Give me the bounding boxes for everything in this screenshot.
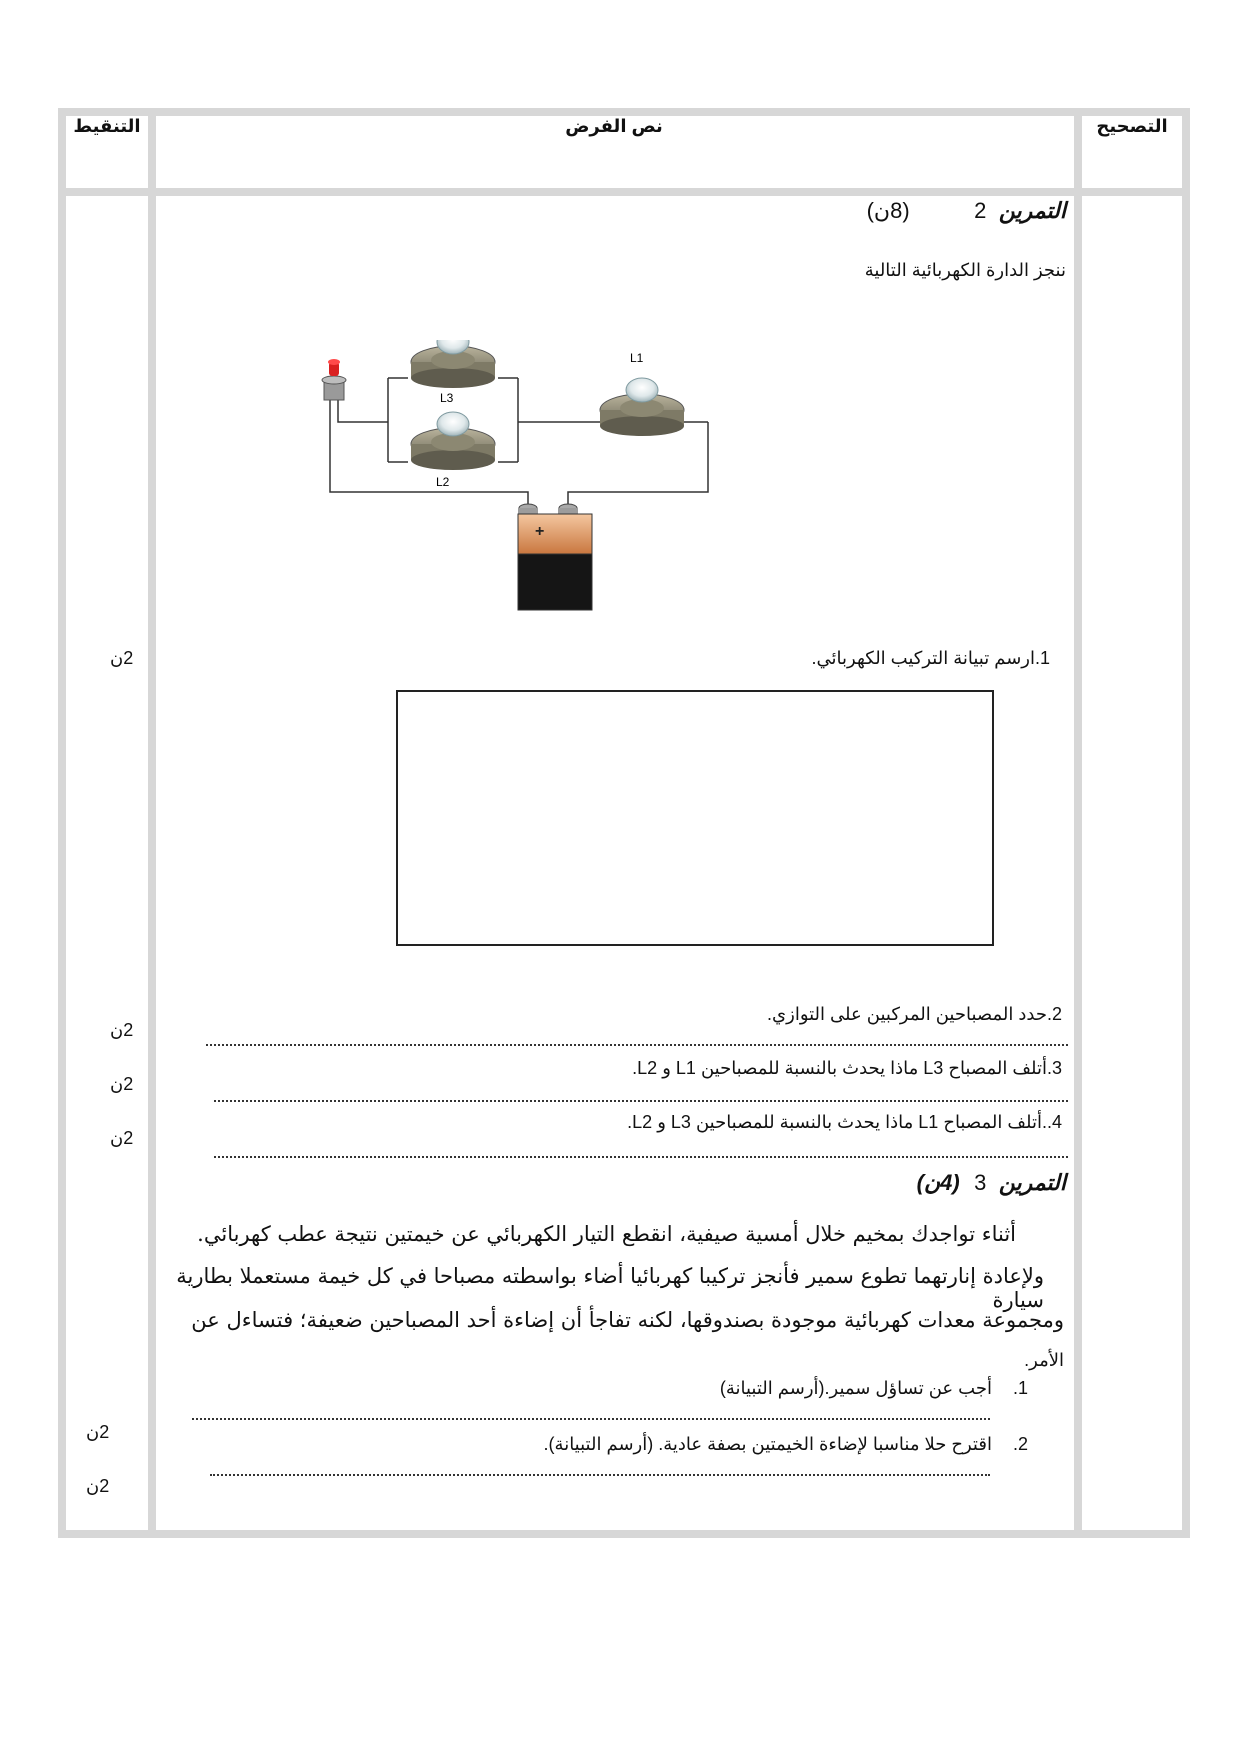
answer-line-q4[interactable]	[214, 1156, 1068, 1158]
lamp-l3	[411, 340, 495, 388]
exercise-3-question-2-number: 2.	[1012, 1434, 1028, 1454]
exercise-2-title: التمرين	[998, 198, 1066, 223]
exercise-3-question-1-text: أجب عن تساؤل سمير.(أرسم التبيانة)	[719, 1378, 992, 1398]
exercise-2-question-1: 1.ارسم تبيانة التركيب الكهربائي.	[811, 648, 1050, 668]
exercise-2-points: (8ن)	[866, 198, 910, 223]
label-l1: L1	[630, 351, 644, 365]
exercise-3-paragraph-line-1: أثناء تواجدك بمخيم خلال أمسية صيفية، انقطع التيار الكهربائي عن خيمتين نتيجة عطب كهربائي.	[197, 1222, 1016, 1246]
exercise-2-question-2: 2.حدد المصباحين المركبين على التوازي.	[767, 1004, 1062, 1024]
exercise-2-heading	[766, 198, 1066, 224]
score-mark: 2ن	[110, 1128, 134, 1148]
exercise-3-paragraph-line-2: ولإعادة إنارتهما تطوع سمير فأنجز تركيبا كهربائيا أضاء بواسطته مصباحا في كل خيمة مستعملا بطارية سيارة	[176, 1264, 1044, 1312]
exercise-2-number: 2	[974, 198, 987, 223]
exercise-3-question-1-number: 1.	[1012, 1378, 1028, 1398]
label-l2: L2	[436, 475, 450, 489]
battery-plus-sign: +	[535, 523, 545, 540]
exercise-3-paragraph-line-4: الأمر.	[1024, 1350, 1064, 1370]
exercise-3-number: 3	[974, 1170, 987, 1195]
exercise-3-question-2-text: اقترح حلا مناسبا لإضاءة الخيمتين بصفة عادية. (أرسم التبيانة).	[543, 1434, 992, 1454]
answer-line-q3[interactable]	[214, 1100, 1068, 1102]
answer-line-ex3-q1[interactable]	[192, 1418, 990, 1420]
exercise-3-title: التمرين	[998, 1170, 1066, 1195]
correction-header: التصحيح	[1096, 116, 1168, 136]
exercise-2-question-4: 4..أتلف المصباح L1 ماذا يحدث بالنسبة للمصباحين L3 و L2.	[627, 1112, 1062, 1132]
lamp-l1	[600, 378, 684, 436]
score-mark: 2ن	[110, 648, 134, 668]
subject-text-header: نص الفرض	[565, 116, 663, 136]
scoring-header: التنقيط	[73, 116, 141, 136]
answer-line-ex3-q2[interactable]	[210, 1474, 990, 1476]
exercise-3-question-1	[328, 1378, 1028, 1399]
score-mark: 2ن	[86, 1476, 110, 1496]
exercise-3-heading	[766, 1170, 1066, 1196]
exercise-2-intro: ننجز الدارة الكهربائية التالية	[864, 260, 1066, 280]
battery	[518, 504, 592, 610]
exercise-3-question-2	[328, 1434, 1028, 1455]
column-divider-left	[148, 108, 156, 1538]
score-mark: 2ن	[86, 1422, 110, 1442]
exercise-3-points: (4ن)	[916, 1170, 960, 1195]
circuit-diagram	[318, 340, 738, 620]
header-row-divider	[58, 188, 1190, 196]
lamp-l2	[411, 412, 495, 470]
exercise-3-paragraph-line-3: ومجموعة معدات كهربائية موجودة بصندوقها، لكنه تفاجأ أن إضاءة أحد المصباحين ضعيفة؛ فتساءل عن	[191, 1308, 1064, 1332]
push-button-switch	[322, 359, 346, 400]
label-l3: L3	[440, 391, 454, 405]
exercise-2-question-3: 3.أتلف المصباح L3 ماذا يحدث بالنسبة للمصباحين L1 و L2.	[632, 1058, 1062, 1078]
column-divider-right	[1074, 108, 1082, 1538]
diagram-answer-box[interactable]	[396, 690, 994, 946]
score-mark: 2ن	[110, 1020, 134, 1040]
score-mark: 2ن	[110, 1074, 134, 1094]
answer-line-q2[interactable]	[206, 1044, 1068, 1046]
